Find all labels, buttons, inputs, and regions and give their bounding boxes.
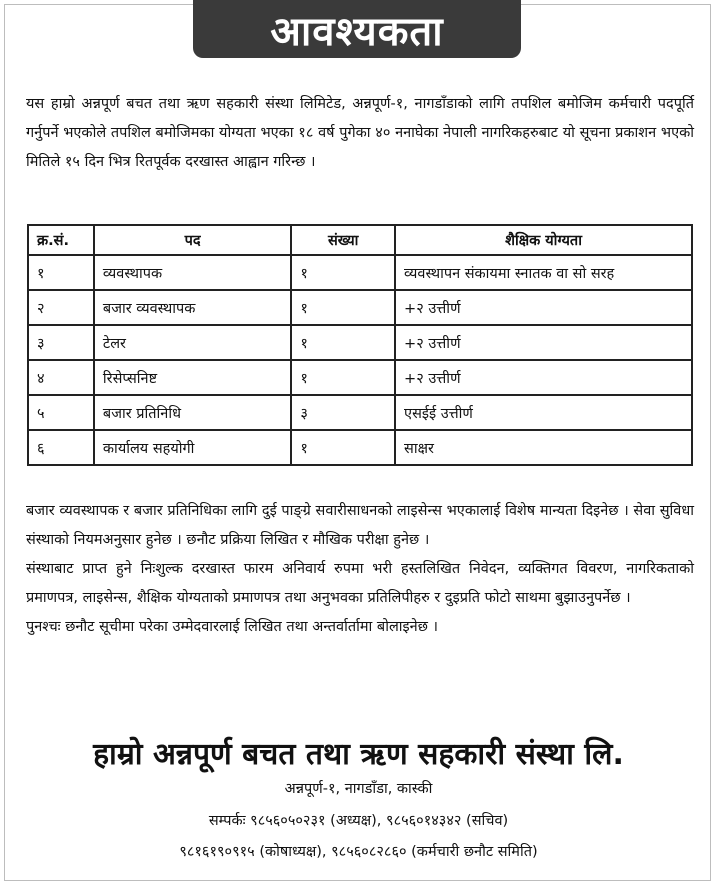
cell-post: रिसेप्सनिष्ट xyxy=(94,360,291,395)
header-qualification: शैक्षिक योग्यता xyxy=(395,225,692,255)
table-row xyxy=(28,290,692,325)
table-row xyxy=(28,395,692,430)
cell-post: टेलर xyxy=(94,325,291,360)
header-count: संख्या xyxy=(291,225,395,255)
contact-line-1: सम्पर्कः ९८५६०५०२३१ (अध्यक्ष), ९८५६०१४३४२ (सचिव) xyxy=(208,813,509,829)
cell-sn: २ xyxy=(28,290,94,325)
cell-count: १ xyxy=(291,430,395,465)
cell-sn: १ xyxy=(28,255,94,290)
cell-sn: ४ xyxy=(28,360,94,395)
cell-qualification: +२ उत्तीर्ण xyxy=(395,325,692,360)
cell-qualification: साक्षर xyxy=(395,430,692,465)
table-row xyxy=(28,360,692,395)
cell-qualification: एसईई उत्तीर्ण xyxy=(395,395,692,430)
cell-qualification: +२ उत्तीर्ण xyxy=(395,360,692,395)
cell-post: बजार प्रतिनिधि xyxy=(94,395,291,430)
table-row xyxy=(28,255,692,290)
cell-count: १ xyxy=(291,290,395,325)
cell-sn: ५ xyxy=(28,395,94,430)
cell-count: १ xyxy=(291,360,395,395)
cell-post: व्यवस्थापक xyxy=(94,255,291,290)
table-row xyxy=(28,430,692,465)
table-header-row xyxy=(28,225,692,255)
note-license-and-selection: बजार व्यवस्थापक र बजार प्रतिनिधिका लागि दुई पाङ्ग्रे सवारीसाधनको लाइसेन्स भएकालाई विशेष मान्यता दिइनेछ । सेवा सुविधा संस्थाको नियमअनुसार हुनेछ । छनौट प्रक्रिया लिखित र मौखिक परीक्षा हुनेछ । xyxy=(26,503,694,548)
table-row xyxy=(28,325,692,360)
notes-section xyxy=(26,497,694,642)
header-post: पद xyxy=(94,225,291,255)
cell-count: १ xyxy=(291,325,395,360)
cell-qualification: +२ उत्तीर्ण xyxy=(395,290,692,325)
header-sn: क्र.सं. xyxy=(28,225,94,255)
vacancy-table xyxy=(27,224,693,466)
organization-address: अन्नपूर्ण-१, नागडाँडा, कास्की xyxy=(284,781,433,797)
organization-name: हाम्रो अन्नपूर्ण बचत तथा ऋण सहकारी संस्था लि. xyxy=(93,737,624,772)
page-title: आवश्यकता xyxy=(270,8,444,55)
cell-count: ३ xyxy=(291,395,395,430)
title-banner xyxy=(193,0,521,58)
intro-paragraph: यस हाम्रो अन्नपूर्ण बचत तथा ऋण सहकारी संस्था लिमिटेड, अन्नपूर्ण-१, नागडाँडाको लागि तपशिल बमोजिम कर्मचारी पदपूर्ति गर्नुपर्ने भएकोले तपशिल बमोजिमका योग्यता भएका १८ वर्ष पुगेका ४० ननाघेका नेपाली नागरिकहरुबाट यो सूचना प्रकाशन भएको मितिले १५ दिन भित्र रितपूर्वक दरखास्त आह्वान गरिन्छ । xyxy=(26,96,694,170)
cell-count: १ xyxy=(291,255,395,290)
cell-post: कार्यालय सहयोगी xyxy=(94,430,291,465)
cell-sn: ६ xyxy=(28,430,94,465)
note-application-documents: संस्थाबाट प्राप्त हुने निःशुल्क दरखास्त फारम अनिवार्य रुपमा भरी हस्तलिखित निवेदन, व्यक्तिगत विवरण, नागरिकताको प्रमाणपत्र, लाइसेन्स, शैक्षिक योग्यताको प्रमाणपत्र तथा अनुभवका प्रतिलिपीहरु र दुइप्रति फोटो साथमा बुझाउनुपर्नेछ । xyxy=(26,561,694,606)
cell-post: बजार व्यवस्थापक xyxy=(94,290,291,325)
contact-line-2: ९८१६१९०९१५ (कोषाध्यक्ष), ९८५६०८२८६० (कर्मचारी छनौट समिति) xyxy=(179,844,538,860)
note-postscript: पुनश्चः छनौट सूचीमा परेका उम्मेदवारलाई लिखित तथा अन्तर्वार्तामा बोलाइनेछ । xyxy=(26,619,438,635)
cell-sn: ३ xyxy=(28,325,94,360)
cell-qualification: व्यवस्थापन संकायमा स्नातक वा सो सरह xyxy=(395,255,692,290)
